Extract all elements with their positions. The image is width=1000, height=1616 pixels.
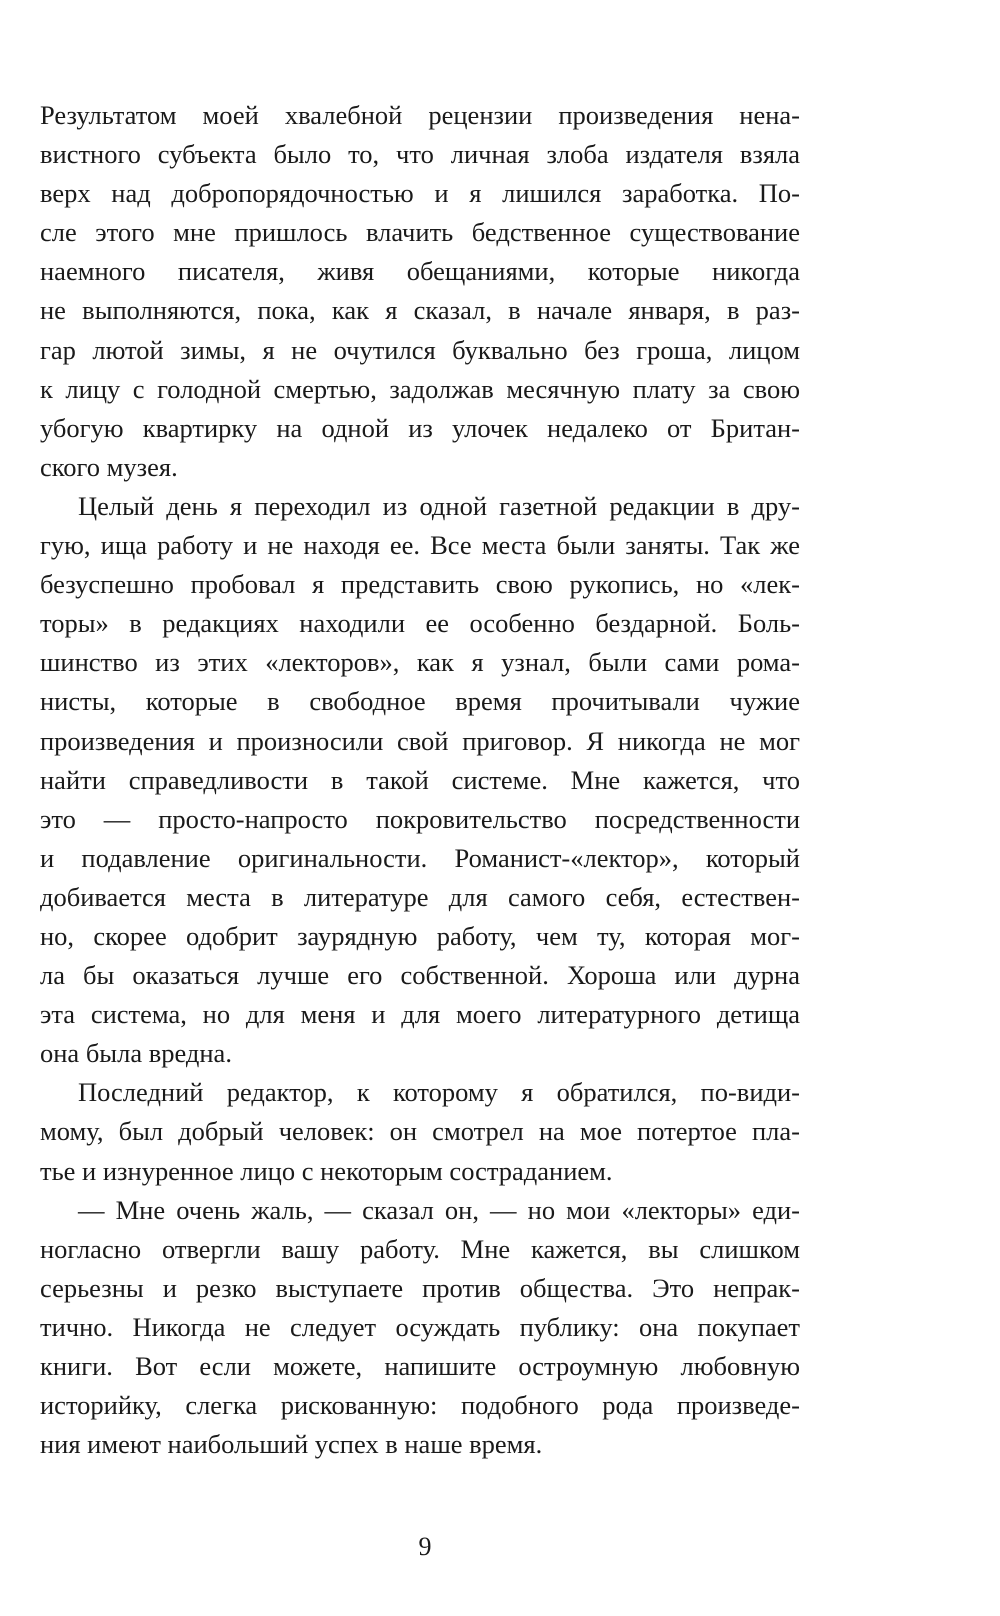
body-text	[40, 96, 800, 1464]
text-line: ногласно отвергли вашу работу. Мне кажется, вы слишком	[40, 1233, 800, 1264]
text-line: тично. Никогда не следует осуждать публику: она покупает	[40, 1311, 800, 1342]
text-line: она была вредна.	[40, 1038, 232, 1069]
text-line: Последний редактор, к которому я обратился, по-види-	[78, 1077, 800, 1108]
text-line: эта система, но для меня и для моего литературного детища	[40, 999, 800, 1030]
text-line: но, скорее одобрит заурядную работу, чем ту, которая мог-	[40, 920, 800, 951]
text-line: гар лютой зимы, я не очутился буквально без гроша, лицом	[40, 334, 800, 365]
text-line: мому, был добрый человек: он смотрел на мое потертое пла-	[40, 1116, 800, 1147]
text-line: — Мне очень жаль, — сказал он, — но мои «лекторы» еди-	[78, 1194, 800, 1225]
text-line: верх над добропорядочностью и я лишился заработка. По-	[40, 178, 800, 209]
text-line: книги. Вот если можете, напишите остроумную любовную	[40, 1351, 800, 1381]
text-line: добивается места в литературе для самого себя, естествен-	[40, 881, 800, 912]
text-line: нисты, которые в свободное время прочитывали чужие	[40, 686, 800, 717]
paragraph	[40, 1191, 800, 1465]
paragraph	[40, 1073, 800, 1190]
text-line: шинство из этих «лекторов», как я узнал, были сами рома-	[40, 647, 800, 678]
text-line: не выполняются, пока, как я сказал, в начале января, в раз-	[40, 295, 800, 326]
text-line: это — просто-напросто покровительство посредственности	[40, 803, 800, 834]
text-line: убогую квартирку на одной из улочек недалеко от Британ-	[40, 412, 800, 443]
text-line: сле этого мне пришлось влачить бедственное существование	[40, 217, 800, 248]
text-line: найти справедливости в такой системе. Мне кажется, что	[40, 764, 800, 795]
text-line: к лицу с голодной смертью, задолжав месячную плату за свою	[40, 373, 800, 404]
text-line: наемного писателя, живя обещаниями, которые никогда	[40, 256, 800, 287]
text-line: Целый день я переходил из одной газетной редакции в дру-	[78, 490, 800, 521]
paragraph	[40, 96, 800, 487]
text-line: тье и изнуренное лицо с некоторым состраданием.	[40, 1155, 613, 1186]
text-line: Результатом моей хвалебной рецензии произведения нена-	[40, 100, 800, 130]
text-line: произведения и произносили свой приговор. Я никогда не мог	[40, 725, 800, 756]
text-line: безуспешно пробовал я представить свою рукопись, но «лек-	[40, 569, 800, 600]
page-number: 9	[418, 1532, 432, 1561]
text-line: ла бы оказаться лучше его собственной. Хороша или дурна	[40, 960, 800, 991]
text-line: ского музея.	[40, 451, 178, 482]
text-line: гую, ища работу и не находя ее. Все места были заняты. Так же	[40, 530, 800, 561]
text-line: торы» в редакциях находили ее особенно бездарной. Боль-	[40, 608, 800, 639]
text-line: вистного субъекта было то, что личная злоба издателя взяла	[40, 139, 800, 170]
text-line: и подавление оригинальности. Романист-«лектор», который	[40, 842, 800, 873]
text-line: ния имеют наибольший успех в наше время.	[40, 1429, 543, 1460]
text-line: серьезны и резко выступаете против общества. Это непрак-	[40, 1272, 800, 1303]
text-line: историйку, слегка рискованную: подобного рода произведе-	[40, 1390, 800, 1421]
paragraph	[40, 487, 800, 1073]
